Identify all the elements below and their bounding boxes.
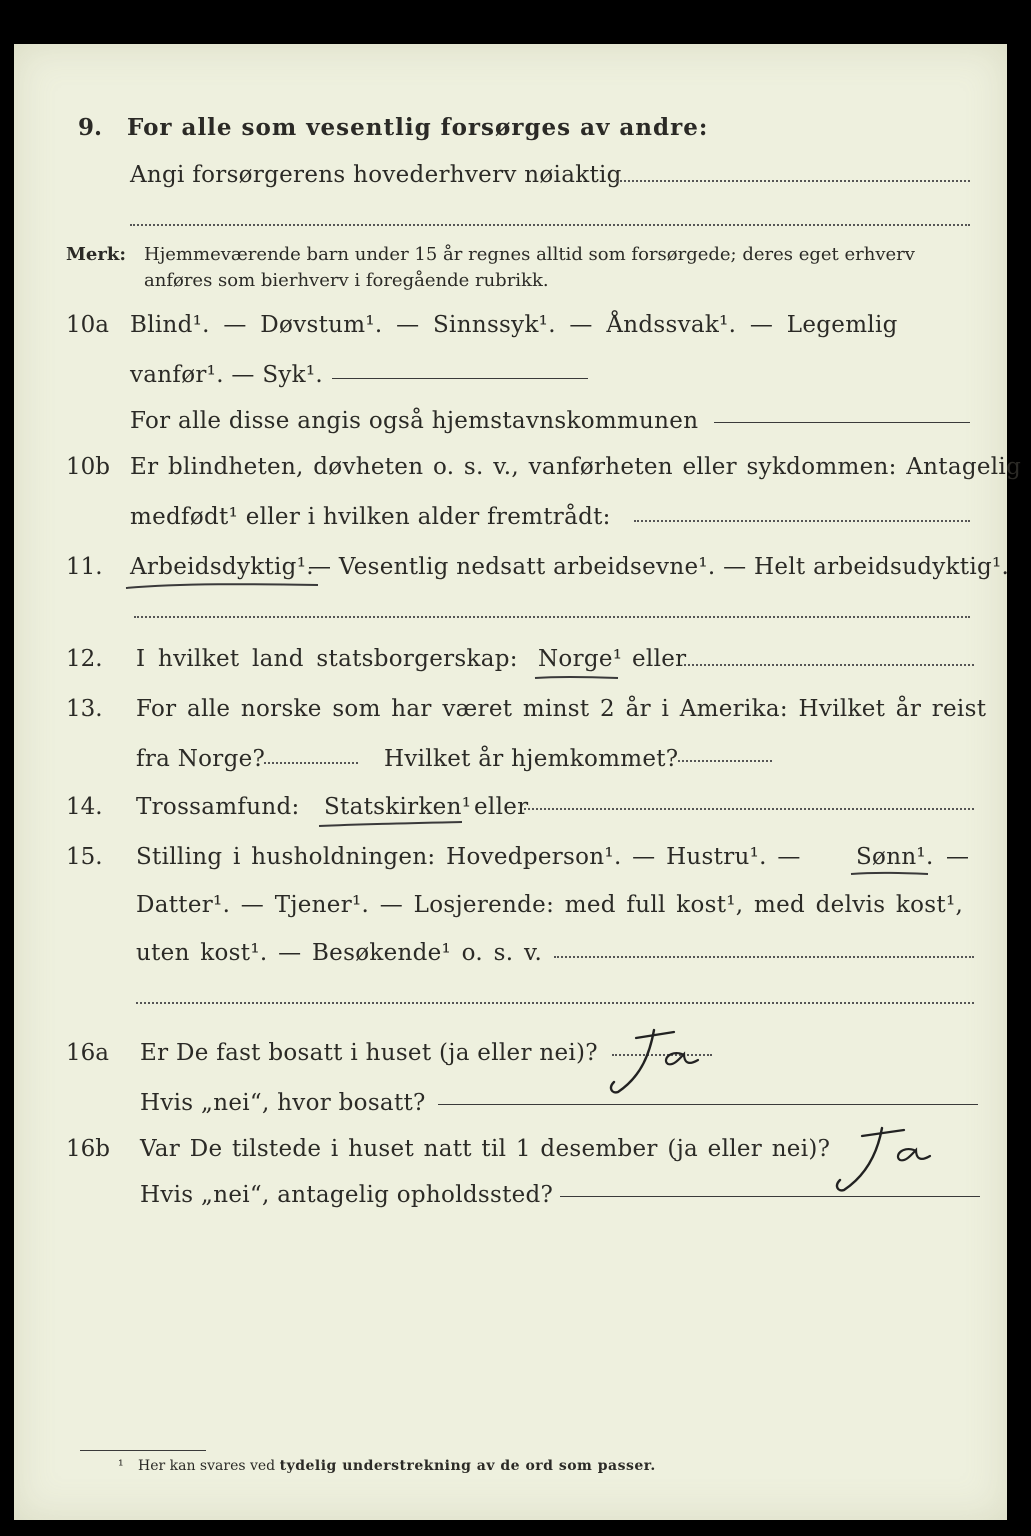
q11-number: 11. [66,554,103,580]
q16a-line-1: Er De fast bosatt i huset (ja eller nei)? [140,1040,598,1066]
q10b-line-2: medfødt¹ eller i hvilken alder fremtrådt: [130,504,611,530]
q10b-line-1: Er blindheten, døvheten o. s. v., vanførheten eller sykdommen: Antagelig [130,454,1022,480]
q9-answer-line-2 [130,224,970,226]
q9-number: 9. [78,114,103,141]
q15-answer-line [554,956,974,958]
footnote-text [138,1458,656,1474]
merk-line-1: Hjemmeværende barn under 15 år regnes alltid som forsørgede; deres eget erhverv [144,244,915,265]
q9-heading: For alle som vesentlig forsørges av andre: [127,114,709,141]
q16b-number: 16b [66,1136,110,1162]
q15-underline-mark [848,868,932,880]
q11-rest: — Vesentlig nedsatt arbeidsevne¹. — Helt arbeidsudyktig¹. [308,554,1010,580]
q12-option: Norge¹ [538,646,623,672]
q16a-handwritten-answer [606,1024,716,1100]
q16b-opholdssted-line [560,1196,980,1197]
q15-line-3: uten kost¹. — Besøkende¹ o. s. v. [136,940,543,966]
footnote-mark: ¹ [118,1458,124,1474]
q12-prefix: I hvilket land statsborgerskap: [136,646,518,672]
q10b-answer-line [634,520,970,522]
q9-answer-line [616,180,970,182]
q12-number: 12. [66,646,103,672]
q14-option: Statskirken¹ [324,794,472,820]
q10a-line-1: Blind¹. — Døvstum¹. — Sinnssyk¹. — Åndssvak¹. — Legemlig [130,312,898,338]
q9-prompt: Angi forsørgerens hovederhverv nøiaktig [130,162,622,188]
q11-underline-mark [122,578,322,594]
q15-line-1c: — [946,844,970,870]
q16b-line-1: Var De tilstede i huset natt til 1 desember (ja eller nei)? [140,1136,831,1162]
q13-line-1: For alle norske som har været minst 2 år i Amerika: Hvilket år reist [136,696,987,722]
q14-answer-line [524,808,974,810]
q14-underline-mark [316,818,466,832]
q15-answer-line-2 [136,1002,974,1004]
q10a-line-2: vanfør¹. — Syk¹. [130,362,324,388]
q14-number: 14. [66,794,103,820]
q15-line-2: Datter¹. — Tjener¹. — Losjerende: med full kost¹, med delvis kost¹, [136,892,964,918]
q16a-line-2: Hvis „nei“, hvor bosatt? [140,1090,426,1116]
q15-line-1b: Sønn¹. [856,844,934,870]
q10a-number: 10a [66,312,109,338]
merk-label: Merk: [66,244,126,265]
q12-underline-mark [532,672,622,684]
q11-option-1: Arbeidsdyktig¹. [130,554,314,580]
q11-answer-line [134,616,970,618]
census-form-page [14,44,1022,1520]
q14-suffix: eller [474,794,529,820]
q15-number: 15. [66,844,103,870]
q10b-number: 10b [66,454,110,480]
q13-reist-line [264,762,358,764]
footnote-rule [80,1450,206,1451]
q13-line-2a: fra Norge? [136,746,266,772]
merk-line-2: anføres som bierhverv i foregående rubrikk. [144,270,549,291]
q16b-handwritten-answer [834,1120,944,1198]
q12-suffix: eller [632,646,687,672]
q14-prefix: Trossamfund: [136,794,300,820]
q15-line-1a: Stilling i husholdningen: Hovedperson¹. — Hustru¹. — [136,844,801,870]
q10a-line-3: For alle disse angis også hjemstavnskommunen [130,408,699,434]
q16b-line-2: Hvis „nei“, antagelig opholdssted? [140,1182,554,1208]
q13-hjemkommet-line [678,760,772,762]
q10a-syk-line [332,378,588,379]
q13-number: 13. [66,696,103,722]
footnote-text-plain: Her kan svares ved [138,1458,276,1474]
q12-answer-line [684,664,974,666]
q13-line-2b: Hvilket år hjemkommet? [384,746,679,772]
footnote-text-bold: tydelig understrekning av de ord som passer. [279,1458,656,1474]
q16a-number: 16a [66,1040,109,1066]
q10a-hjemstavn-line [714,422,970,423]
q16a-bosatt-line [438,1104,978,1105]
